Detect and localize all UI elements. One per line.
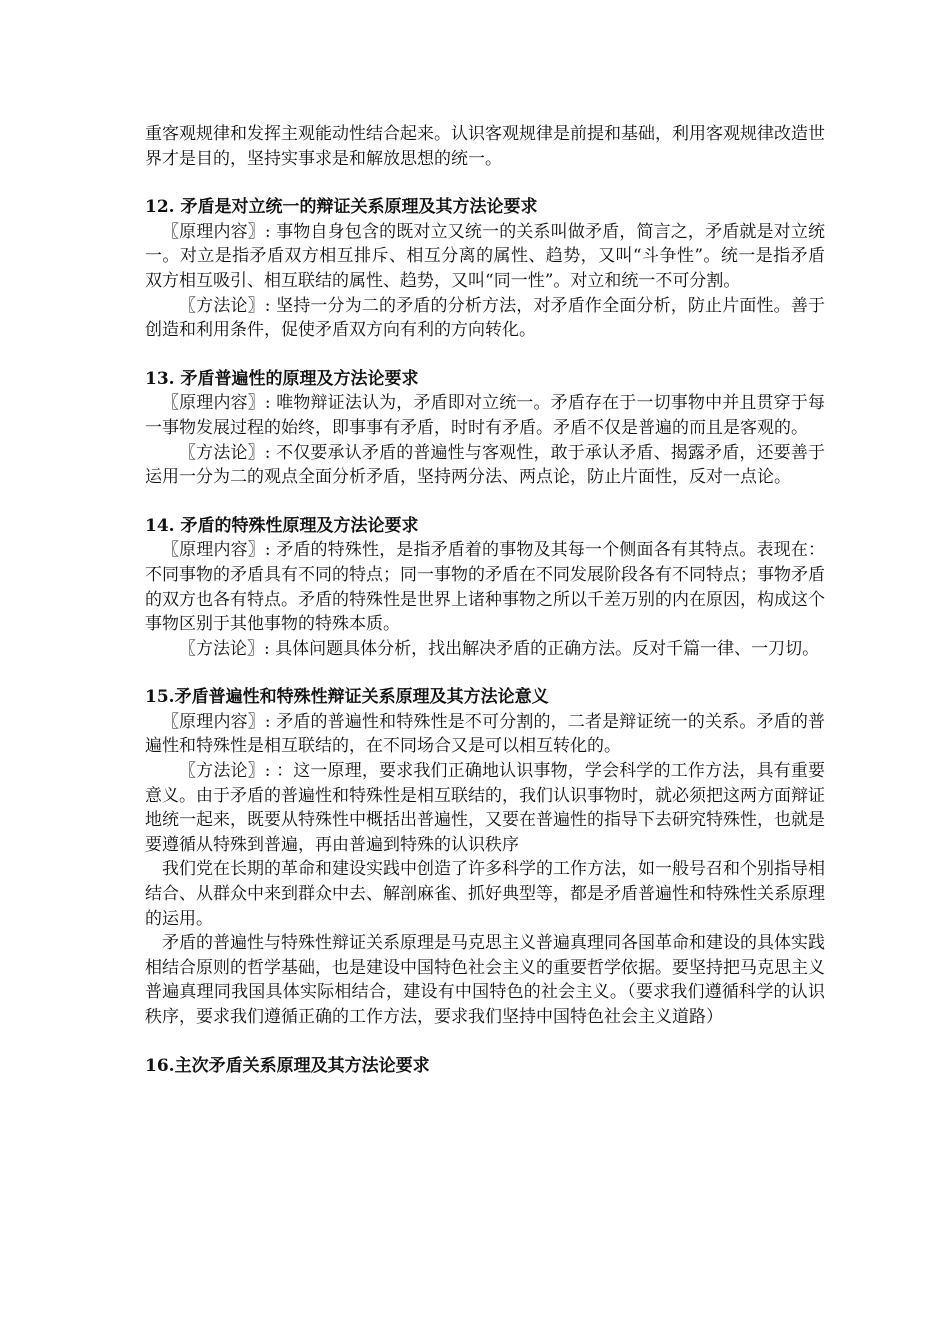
intro-paragraph: 重客观规律和发挥主观能动性结合起来。认识客观规律是前提和基础，利用客观规律改造世界才是目的，坚持实事求是和解放思想的统一。 (145, 124, 825, 169)
section-15-heading: 15.矛盾普遍性和特殊性辩证关系原理及其方法论意义 (145, 687, 549, 708)
section-13-principle: 〖原理内容〗: 唯物辩证法认为，矛盾即对立统一。矛盾存在于一切事物中并且贯穿于每一事物发展过程的始终，即事事有矛盾，时时有矛盾。矛盾不仅是普遍的而且是客观的。 (145, 393, 825, 438)
section-14-method: 〖方法论〗: 具体问题具体分析，找出解决矛盾的正确方法。反对千篇一律、一刀切。 (179, 638, 820, 659)
section-15-practice: 我们党在长期的革命和建设实践中创造了许多科学的工作方法，如一般号召和个别指导相结合、从群众中来到群众中去、解剖麻雀、抓好典型等，都是矛盾普遍性和特殊性关系原理的运用。 (145, 859, 825, 929)
section-16-heading: 16.主次矛盾关系原理及其方法论要求 (145, 1055, 430, 1076)
section-12-heading: 12. 矛盾是对立统一的辩证关系原理及其方法论要求 (145, 197, 538, 218)
section-15-method: 〖方法论〗: ：这一原理，要求我们正确地认识事物，学会科学的工作方法，具有重要意义。由于矛盾的普遍性和特殊性是相互联结的，我们认识事物时，就必须把这两方面辩证地统一起来，既要从特殊性中概括出普遍性，又要在普遍性的指导下去研究特殊性，也就是要遵循从特殊到普遍，再由普遍到特殊的认识秩序 (145, 761, 825, 855)
section-15-principle: 〖原理内容〗: 矛盾的普遍性和特殊性是不可分割的，二者是辩证统一的关系。矛盾的普遍性和特殊性是相互联结的，在不同场合又是可以相互转化的。 (145, 711, 825, 757)
section-12-method: 〖方法论〗: 坚持一分为二的矛盾的分析方法，对矛盾作全面分析，防止片面性。善于创造和利用条件，促使矛盾双方向有利的方向转化。 (145, 295, 825, 341)
section-14-principle: 〖原理内容〗: 矛盾的特殊性，是指矛盾着的事物及其每一个侧面各有其特点。表现在：不同事物的矛盾具有不同的特点；同一事物的矛盾在不同发展阶段各有不同特点；事物矛盾的双方也各有特点。矛盾的特殊性是世界上诸种事物之所以千差万别的内在原因，构成这个事物区别于其他事物的特殊本质。 (145, 540, 825, 635)
section-12-principle: 〖原理内容〗: 事物自身包含的既对立又统一的关系叫做矛盾，简言之，矛盾就是对立统一。对立是指矛盾双方相互排斥、相互分离的属性、趋势，又叫“斗争性”。统一是指矛盾双方相互吸引、相互联结的属性、趋势，又叫“同一性”。对立和统一不可分割。 (145, 221, 825, 291)
section-15-significance: 矛盾的普遍性与特殊性辩证关系原理是马克思主义普遍真理同各国革命和建设的具体实践相结合原则的哲学基础，也是建设中国特色社会主义的重要哲学依据。要坚持把马克思主义普遍真理同我国具体实际相结合，建设有中国特色的社会主义。（要求我们遵循科学的认识秩序，要求我们遵循正确的工作方法，要求我们坚持中国特色社会主义道路） (145, 933, 825, 1027)
section-13-heading: 13. 矛盾普遍性的原理及方法论要求 (145, 368, 419, 389)
section-13-method: 〖方法论〗: 不仅要承认矛盾的普遍性与客观性，敢于承认矛盾、揭露矛盾，还要善于运用一分为二的观点全面分析矛盾，坚持两分法、两点论，防止片面性，反对一点论。 (145, 442, 825, 488)
document-body (145, 122, 825, 1078)
section-14-heading: 14. 矛盾的特殊性原理及方法论要求 (145, 515, 419, 536)
